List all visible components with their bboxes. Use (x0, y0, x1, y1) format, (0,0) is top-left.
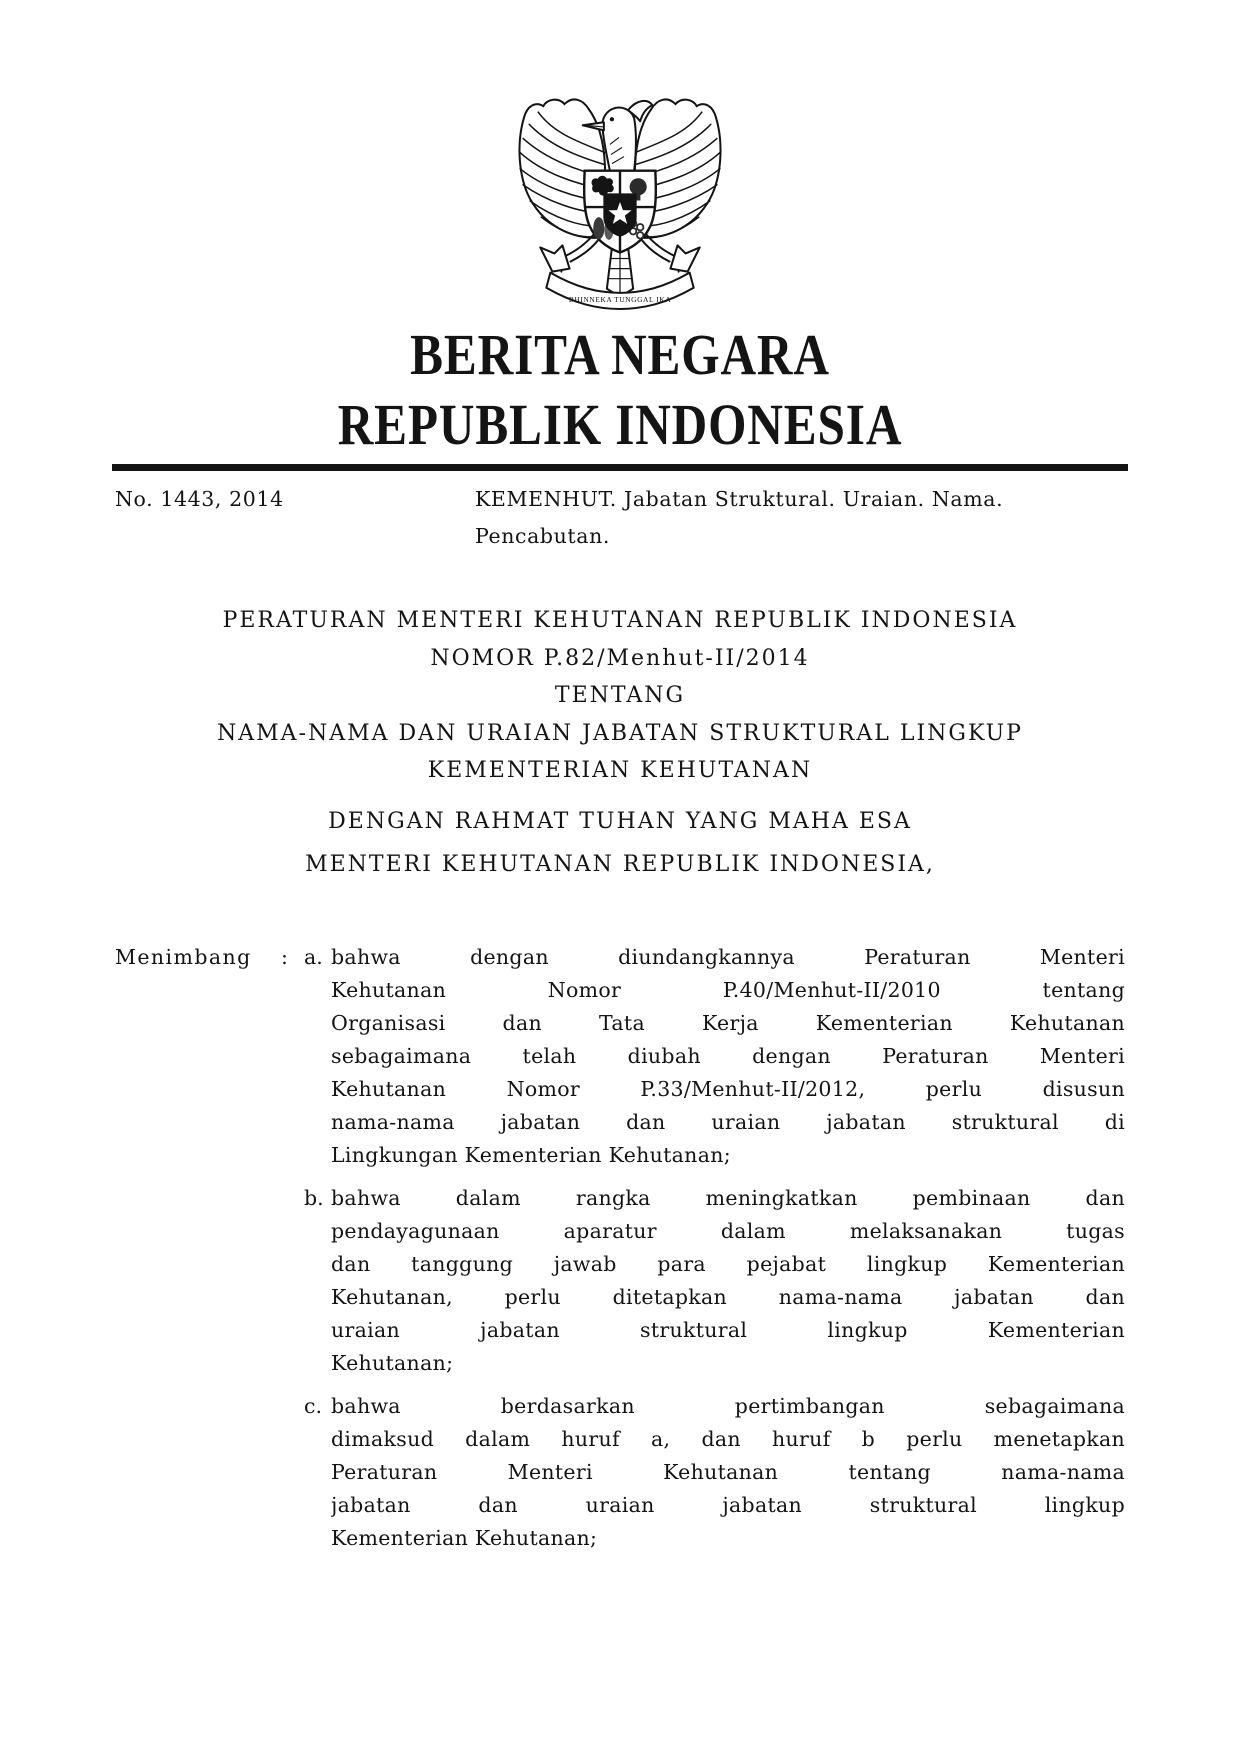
considering-item-a-marker: a. (304, 945, 323, 969)
considering-item-b-marker: b. (304, 1186, 324, 1210)
paragraph-line: Peraturan Menteri Kehutanan tentang nama-nama (331, 1460, 1125, 1484)
regulation-subject-line2: KEMENTERIAN KEHUTANAN (427, 758, 813, 783)
paragraph-line: Kehutanan, perlu ditetapkan nama-nama jabatan dan (331, 1285, 1125, 1309)
emblem-motto-text: BHINNEKA TUNGGAL IKA (568, 294, 672, 304)
considering-item-c (331, 1390, 1125, 1555)
regulation-invocation: DENGAN RAHMAT TUHAN YANG MAHA ESA (328, 809, 912, 834)
paragraph-line: Organisasi dan Tata Kerja Kementerian Kehutanan (331, 1011, 1125, 1035)
paragraph-line: nama-nama jabatan dan uraian jabatan struktural di (331, 1110, 1125, 1134)
considering-item-c-marker: c. (304, 1394, 322, 1418)
paragraph-line: sebagaimana telah diubah dengan Peraturan Menteri (331, 1044, 1125, 1068)
paragraph-line: bahwa berdasarkan pertimbangan sebagaimana (331, 1394, 1125, 1418)
considering-item-b (331, 1182, 1125, 1380)
paragraph-line: Kehutanan; (331, 1351, 454, 1375)
regulation-number: NOMOR P.82/Menhut-II/2014 (430, 646, 810, 671)
regulation-subject-line1: NAMA-NAMA DAN URAIAN JABATAN STRUKTURAL LINGKUP (217, 721, 1023, 746)
considering-label: Menimbang (115, 945, 252, 969)
paragraph-line: Lingkungan Kementerian Kehutanan; (331, 1143, 731, 1167)
paragraph-line: pendayagunaan aparatur dalam melaksanakan tugas (331, 1219, 1125, 1243)
garuda-pancasila-emblem (513, 94, 727, 312)
gazette-title-line1: BERITA NEGARA (410, 322, 830, 387)
garuda-pancasila-icon (513, 94, 727, 312)
gazette-subject-line1: KEMENHUT. Jabatan Struktural. Uraian. Nama. (475, 487, 1004, 511)
paragraph-line: jabatan dan uraian jabatan struktural lingkup (331, 1493, 1125, 1517)
paragraph-line: dimaksud dalam huruf a, dan huruf b perlu menetapkan (331, 1427, 1125, 1451)
gazette-number: No. 1443, 2014 (115, 487, 284, 511)
considering-item-a (331, 941, 1125, 1172)
regulation-title: PERATURAN MENTERI KEHUTANAN REPUBLIK INDONESIA (222, 608, 1018, 633)
paragraph-line: Kehutanan Nomor P.33/Menhut-II/2012, perlu disusun (331, 1077, 1125, 1101)
paragraph-line: bahwa dalam rangka meningkatkan pembinaan dan (331, 1186, 1125, 1210)
paragraph-line: Kehutanan Nomor P.40/Menhut-II/2010 tentang (331, 978, 1125, 1002)
regulation-authority: MENTERI KEHUTANAN REPUBLIK INDONESIA, (305, 852, 935, 877)
considering-colon: : (281, 945, 288, 969)
gazette-title-line2: REPUBLIK INDONESIA (337, 392, 903, 457)
gazette-subject (475, 486, 1130, 549)
masthead-divider-rule (112, 464, 1128, 471)
paragraph-line: uraian jabatan struktural lingkup Kementerian (331, 1318, 1125, 1342)
gazette-subject-line2: Pencabutan. (475, 524, 611, 548)
paragraph-line: dan tanggung jawab para pejabat lingkup Kementerian (331, 1252, 1125, 1276)
paragraph-line: bahwa dengan diundangkannya Peraturan Menteri (331, 945, 1125, 969)
paragraph-line: Kementerian Kehutanan; (331, 1526, 598, 1550)
regulation-tentang: TENTANG (554, 683, 686, 708)
